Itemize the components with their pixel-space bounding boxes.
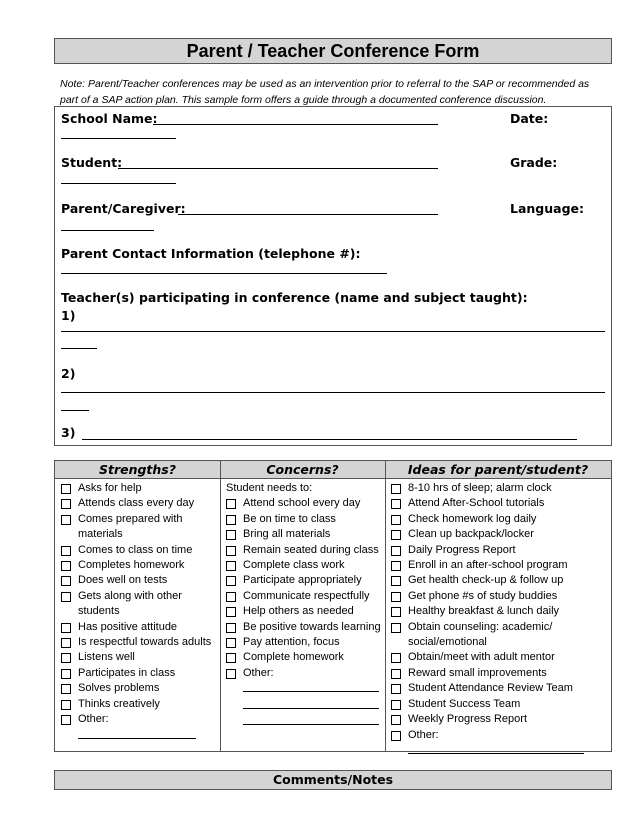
concerns-item — [223, 558, 383, 573]
ideas-heading: Ideas for parent/student? — [385, 461, 611, 479]
strengths-item-label: Attends class every day — [78, 497, 195, 510]
strengths-item — [58, 697, 218, 712]
strengths-item-label: Comes to class on time — [78, 543, 193, 556]
strengths-heading: Strengths? — [55, 461, 220, 479]
checkbox[interactable] — [226, 592, 236, 602]
strengths-item-label: Has positive attitude — [78, 620, 178, 633]
ideas-item-label: Healthy breakfast & lunch daily — [408, 605, 560, 618]
checkbox[interactable] — [61, 653, 71, 663]
concerns-list — [223, 496, 383, 730]
teacher-2-label: 2) — [61, 366, 76, 381]
ideas-item-label: Weekly Progress Report — [408, 713, 528, 726]
school-name-line[interactable] — [153, 124, 438, 125]
strengths-item-label: Completes homework — [78, 559, 185, 572]
checkbox[interactable] — [391, 653, 401, 663]
concerns-item-label: Pay attention, focus — [243, 636, 340, 649]
ideas-item — [388, 589, 609, 604]
ideas-column — [385, 479, 611, 751]
parent-label: Parent/Caregiver: — [61, 201, 186, 216]
school-name-label: School Name: — [61, 111, 158, 126]
form-title: Parent / Teacher Conference Form — [54, 38, 612, 64]
checkbox[interactable] — [391, 607, 401, 617]
concerns-item — [223, 496, 383, 511]
checkbox[interactable] — [61, 623, 71, 633]
student-line[interactable] — [118, 168, 438, 169]
ideas-list — [388, 481, 609, 759]
strengths-column — [55, 479, 220, 751]
checkbox[interactable] — [61, 700, 71, 710]
strengths-other-line[interactable] — [58, 728, 218, 744]
ideas-item-label: 8-10 hrs of sleep; alarm clock — [408, 482, 552, 494]
checkbox[interactable] — [226, 515, 236, 525]
strengths-item — [58, 481, 218, 496]
checkbox[interactable] — [391, 731, 401, 741]
concerns-item — [223, 527, 383, 542]
concerns-item-label: Complete class work — [243, 559, 345, 572]
ideas-item — [388, 728, 609, 743]
checkbox[interactable] — [226, 530, 236, 540]
concerns-item — [223, 666, 383, 681]
strengths-item-label: Other: — [78, 713, 109, 726]
concerns-item-label: Other: — [243, 666, 274, 679]
concerns-item-label: Communicate respectfully — [243, 589, 370, 602]
strengths-item-label: Thinks creatively — [78, 697, 160, 710]
checkbox[interactable] — [391, 684, 401, 694]
ideas-item-label: Get phone #s of study buddies — [408, 589, 558, 602]
ideas-item-label: Obtain/meet with adult mentor — [408, 651, 555, 664]
ideas-item — [388, 543, 609, 558]
strengths-item — [58, 666, 218, 681]
concerns-item — [223, 604, 383, 619]
strengths-item — [58, 635, 218, 650]
teacher-3-line[interactable] — [82, 439, 577, 440]
strengths-item — [58, 558, 218, 573]
checkbox[interactable] — [226, 638, 236, 648]
concerns-item-label: Complete homework — [243, 651, 344, 664]
ideas-item-label: Get health check-up & follow up — [408, 574, 564, 587]
teacher-2-line-cont[interactable] — [61, 410, 89, 411]
strengths-list — [58, 481, 218, 744]
strengths-item — [58, 589, 218, 620]
teacher-2-line[interactable] — [61, 392, 605, 393]
strengths-item-label: Participates in class — [78, 666, 176, 679]
parent-line[interactable] — [178, 214, 438, 215]
strengths-item — [58, 620, 218, 635]
checkbox[interactable] — [61, 638, 71, 648]
ideas-item — [388, 697, 609, 712]
strengths-item-label: Is respectful towards adults — [78, 636, 212, 649]
teacher-1-label: 1) — [61, 308, 76, 323]
checkbox[interactable] — [226, 653, 236, 663]
ideas-item-label: Enroll in an after-school program — [408, 559, 568, 572]
strengths-item — [58, 512, 218, 543]
strengths-item-label: Solves problems — [78, 682, 160, 695]
ideas-item — [388, 558, 609, 573]
ideas-other-line[interactable] — [388, 743, 609, 759]
ideas-item-label: Student Attendance Review Team — [408, 682, 573, 695]
teacher-1-line-cont[interactable] — [61, 348, 97, 349]
ideas-item — [388, 496, 609, 511]
ideas-item-label: Other: — [408, 728, 439, 741]
ideas-item — [388, 573, 609, 588]
checkbox[interactable] — [391, 576, 401, 586]
concerns-item-label: Bring all materials — [243, 528, 331, 541]
concerns-item-label: Be positive towards learning — [243, 620, 381, 633]
ideas-item — [388, 650, 609, 665]
strengths-item — [58, 650, 218, 665]
checkbox[interactable] — [391, 623, 401, 633]
ideas-item — [388, 620, 609, 651]
ideas-item-label: Daily Progress Report — [408, 543, 516, 556]
language-line[interactable] — [61, 230, 154, 231]
ideas-item-label: Student Success Team — [408, 697, 521, 710]
checkbox[interactable] — [226, 561, 236, 571]
comments-heading: Comments/Notes — [54, 770, 612, 790]
checkbox[interactable] — [61, 515, 71, 525]
checkbox[interactable] — [391, 592, 401, 602]
concerns-column — [220, 479, 385, 751]
checkbox[interactable] — [226, 607, 236, 617]
checkbox[interactable] — [391, 700, 401, 710]
ideas-item — [388, 681, 609, 696]
strengths-item-label: Does well on tests — [78, 574, 168, 587]
checkbox[interactable] — [61, 669, 71, 679]
contact-label: Parent Contact Information (telephone #): — [61, 246, 361, 261]
strengths-item — [58, 712, 218, 727]
concerns-item — [223, 650, 383, 665]
concerns-item-label: Help others as needed — [243, 605, 354, 618]
checkbox[interactable] — [61, 684, 71, 694]
checkbox[interactable] — [226, 669, 236, 679]
ideas-item — [388, 527, 609, 542]
checkbox[interactable] — [61, 499, 71, 509]
ideas-item — [388, 512, 609, 527]
ideas-item-label: Attend After-School tutorials — [408, 497, 545, 510]
concerns-other-line[interactable] — [223, 714, 383, 730]
ideas-item-label: Check homework log daily — [408, 512, 537, 525]
checkbox[interactable] — [391, 484, 401, 494]
concerns-item-label: Attend school every day — [243, 497, 361, 510]
ideas-item-label: Reward small improvements — [408, 666, 547, 679]
ideas-item — [388, 666, 609, 681]
teacher-1-line[interactable] — [61, 331, 605, 332]
ideas-item — [388, 712, 609, 727]
ideas-item-label: Obtain counseling: academic/ social/emotional — [408, 620, 553, 649]
checkbox[interactable] — [61, 484, 71, 494]
concerns-other-line[interactable] — [223, 681, 383, 697]
checkbox[interactable] — [226, 623, 236, 633]
checkbox[interactable] — [391, 715, 401, 725]
checkbox[interactable] — [391, 546, 401, 556]
strengths-item — [58, 496, 218, 511]
concerns-heading: Concerns? — [220, 461, 385, 479]
teacher-3-label: 3) — [61, 425, 76, 440]
concerns-item-label: Remain seated during class — [243, 543, 379, 556]
checkbox[interactable] — [61, 561, 71, 571]
concerns-item — [223, 589, 383, 604]
checkbox[interactable] — [391, 669, 401, 679]
grade-label: Grade: — [510, 155, 558, 170]
date-label: Date: — [510, 111, 549, 126]
concerns-item-label: Be on time to class — [243, 512, 336, 525]
concerns-item — [223, 512, 383, 527]
strengths-item-label: Gets along with other students — [78, 589, 182, 618]
checkbox[interactable] — [61, 546, 71, 556]
grade-line[interactable] — [61, 183, 176, 184]
concerns-item — [223, 543, 383, 558]
checkbox[interactable] — [391, 561, 401, 571]
concerns-item-label: Participate appropriately — [243, 574, 362, 587]
strengths-item-label: Asks for help — [78, 482, 142, 494]
strengths-item — [58, 573, 218, 588]
student-label: Student: — [61, 155, 123, 170]
ideas-item — [388, 481, 609, 496]
ideas-item-label: Clean up backpack/locker — [408, 528, 534, 541]
checkbox[interactable] — [391, 530, 401, 540]
checkbox[interactable] — [226, 546, 236, 556]
concerns-item — [223, 573, 383, 588]
checklist-table — [54, 460, 612, 752]
strengths-item — [58, 681, 218, 696]
checkbox[interactable] — [391, 499, 401, 509]
checkbox[interactable] — [391, 515, 401, 525]
checkbox[interactable] — [61, 576, 71, 586]
concerns-other-line[interactable] — [223, 698, 383, 714]
teachers-label: Teacher(s) participating in conference (name and subject taught): — [61, 290, 528, 305]
strengths-item — [58, 543, 218, 558]
strengths-item-label: Listens well — [78, 651, 135, 664]
contact-line[interactable] — [61, 273, 387, 274]
checkbox[interactable] — [226, 499, 236, 509]
checkbox[interactable] — [226, 576, 236, 586]
concerns-intro: Student needs to: — [226, 482, 313, 494]
date-line[interactable] — [61, 138, 176, 139]
checkbox[interactable] — [61, 592, 71, 602]
language-label: Language: — [510, 201, 585, 216]
ideas-item — [388, 604, 609, 619]
concerns-item — [223, 635, 383, 650]
form-note: Note: Parent/Teacher conferences may be used as an intervention prior to referral to the SAP or recommended as part of a SAP action plan. This sample form offers a guide through a documented conference discussion. — [60, 78, 590, 106]
concerns-item — [223, 620, 383, 635]
strengths-item-label: Comes prepared with materials — [78, 512, 183, 541]
checkbox[interactable] — [61, 715, 71, 725]
